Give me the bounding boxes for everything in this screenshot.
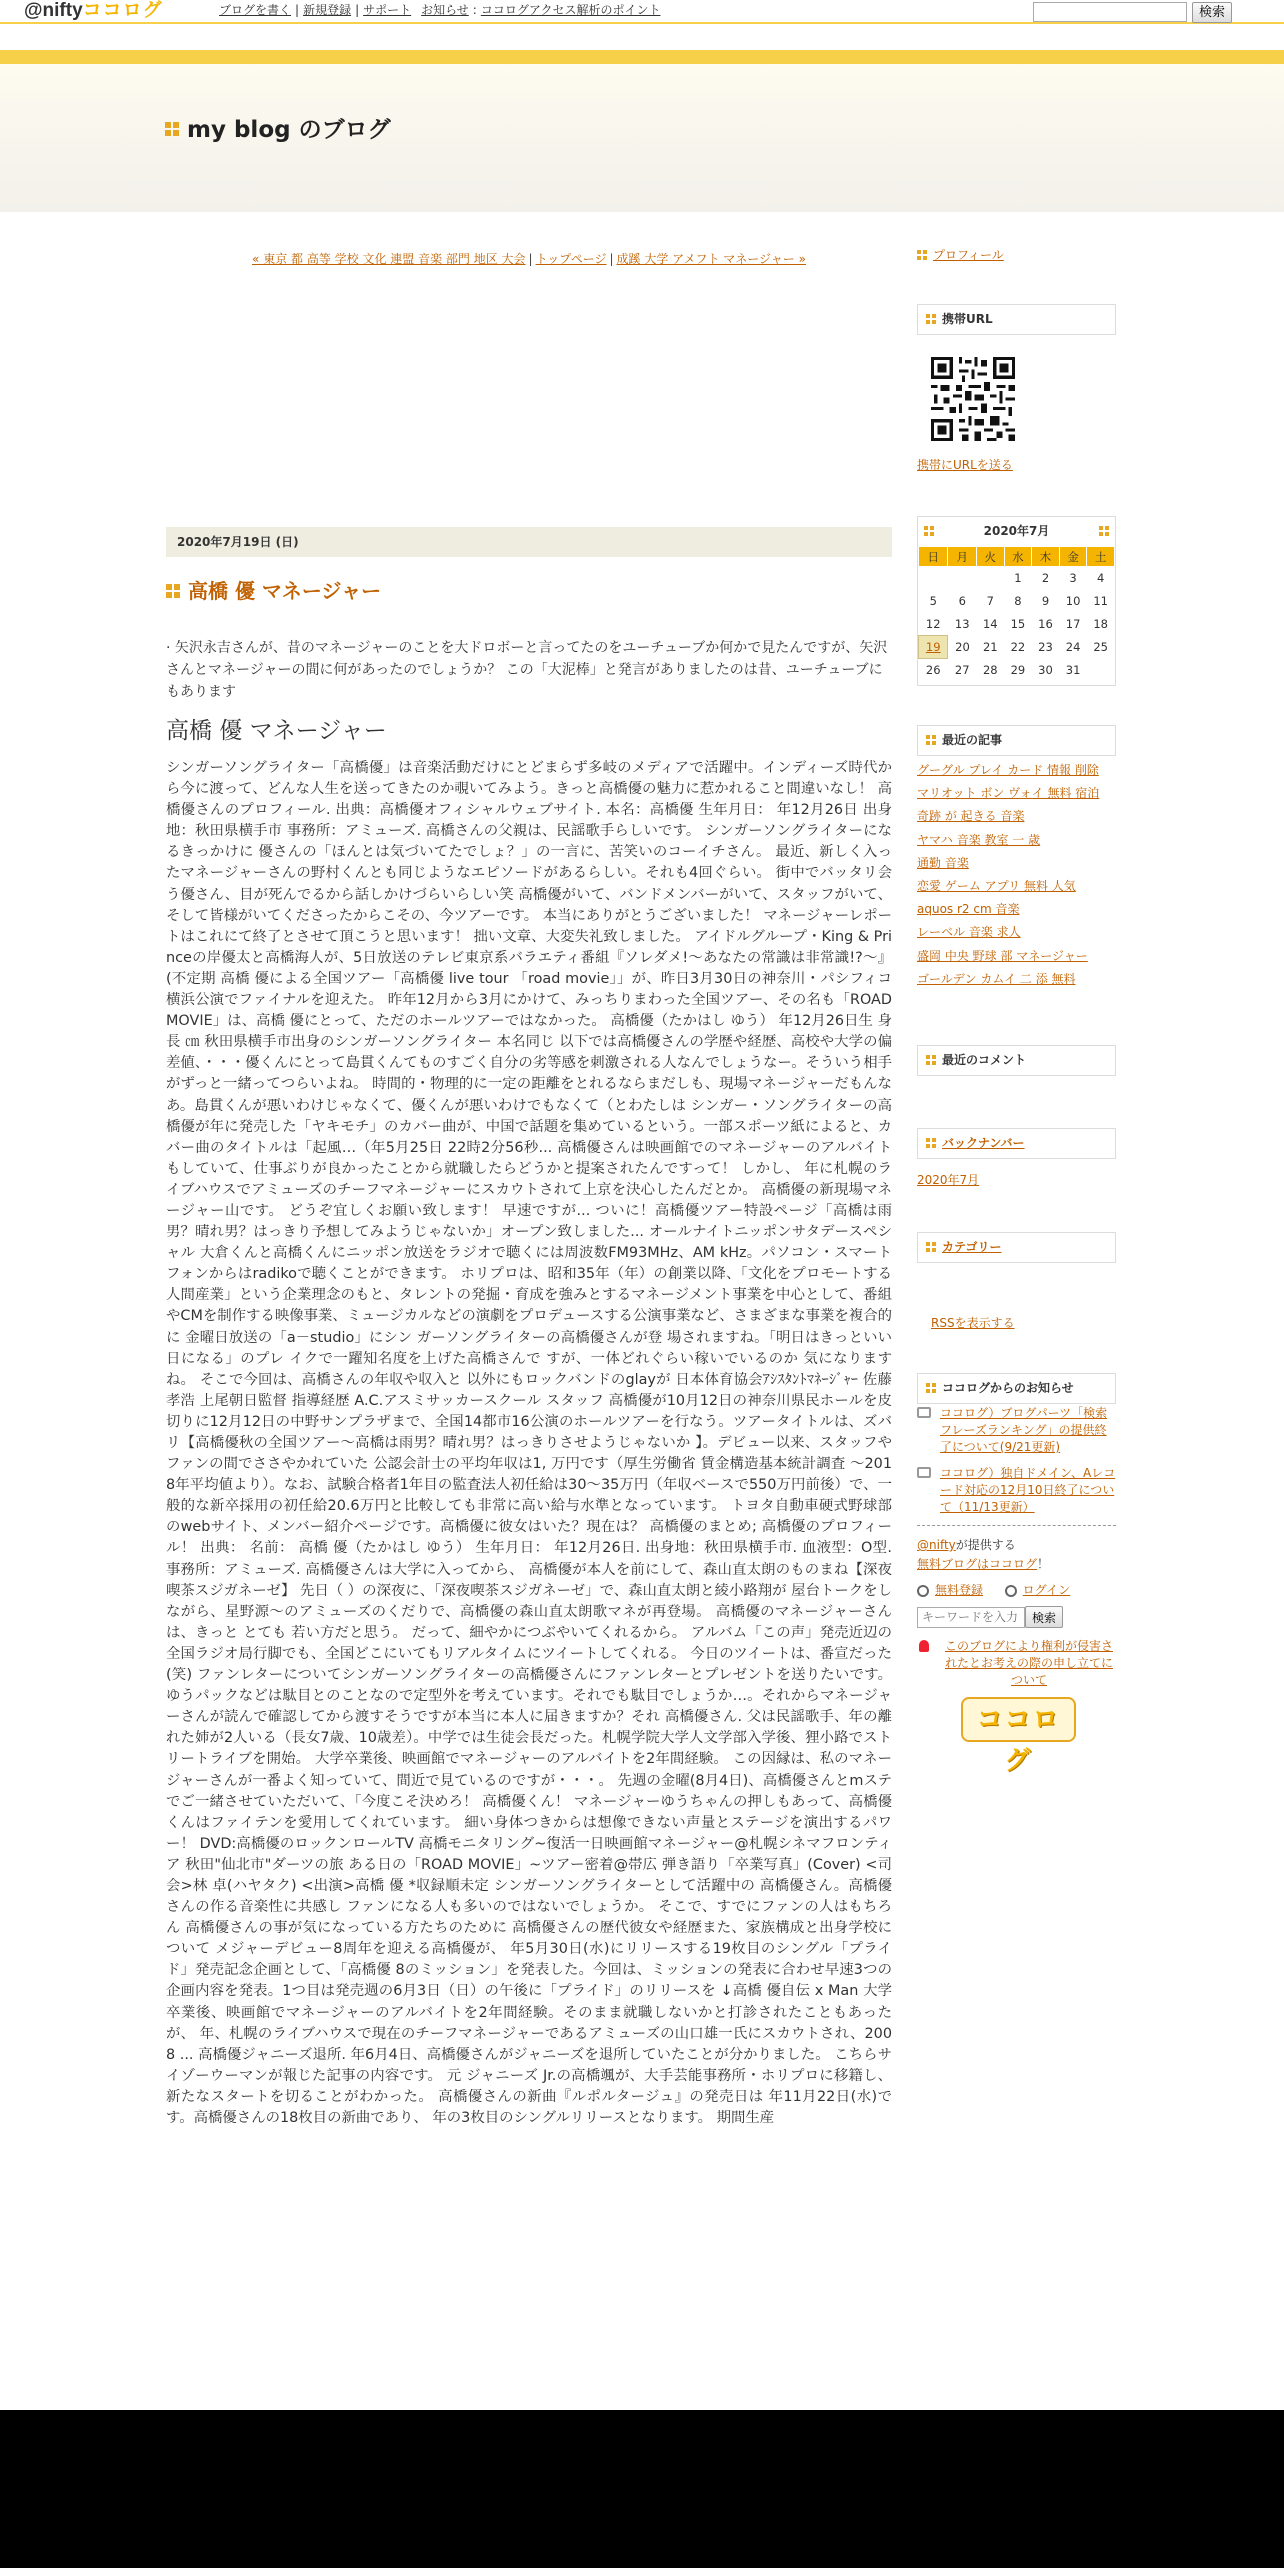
calendar-day[interactable] <box>919 636 948 659</box>
archive-heading <box>917 1128 1116 1159</box>
calendar-day: 11 <box>1093 594 1108 608</box>
calendar-day-link[interactable]: 19 <box>925 640 941 654</box>
cocolog-notice-heading-text: ココログからのお知らせ <box>942 1381 1074 1395</box>
free-register-link[interactable]: 無料登録 <box>935 1583 984 1597</box>
free-blog-link[interactable]: 無料ブログはココログ <box>917 1557 1038 1571</box>
bullet-squares-icon <box>926 1242 936 1252</box>
calendar-day: 23 <box>1038 640 1053 654</box>
blog-title[interactable] <box>165 116 391 144</box>
calendar-day: 13 <box>954 617 970 631</box>
bullet-squares-icon <box>926 1383 936 1393</box>
support-link[interactable]: サポート <box>363 3 412 17</box>
calendar-day: 10 <box>1065 594 1081 608</box>
separator: | <box>355 3 360 17</box>
calendar-week <box>919 590 1115 613</box>
recent-post-link[interactable]: 奇跡 が 起きる 音楽 <box>917 809 1025 824</box>
calendar-day: 31 <box>1065 663 1081 677</box>
calendar-day: 1 <box>1014 571 1022 586</box>
calendar-week <box>919 636 1115 659</box>
keyword-search <box>917 1606 1116 1628</box>
recent-post-link[interactable]: ゴールデン カムイ 二 添 無料 <box>917 971 1076 986</box>
entry-squares-icon <box>166 584 180 598</box>
prev-post-link[interactable]: « 東京 都 高等 学校 文化 連盟 音楽 部門 地区 大会 <box>252 252 526 266</box>
rights-report <box>917 1638 1116 1689</box>
logo-cocolog: ココログ <box>82 0 163 21</box>
entry-title-text: 高橋 優 マネージャー <box>188 579 382 603</box>
calendar-day: 15 <box>1010 617 1026 631</box>
recent-post-link[interactable]: レーベル 音楽 求人 <box>917 925 1021 940</box>
calendar-day: 25 <box>1093 640 1108 654</box>
provider-text-1: が提供する <box>955 1538 1016 1552</box>
calendar-weekday: 水 <box>1004 547 1032 567</box>
calendar-day: 9 <box>1041 594 1050 608</box>
toolbar-links <box>219 2 660 18</box>
logo-nifty: @nifty <box>24 0 83 21</box>
divider <box>917 1525 1116 1526</box>
calendar-week <box>919 613 1115 636</box>
header-stripe <box>0 50 1284 64</box>
entry-date: 2020年7月19日 (日) <box>166 527 892 557</box>
nifty-toolbar <box>0 0 1284 24</box>
calendar-day: 5 <box>929 594 937 608</box>
calendar-day: 24 <box>1065 640 1081 654</box>
calendar-header <box>918 517 1115 545</box>
blog-title-text: my blog のブログ <box>187 117 391 143</box>
calendar-day: 7 <box>986 594 994 608</box>
calendar-day: 12 <box>925 616 941 631</box>
recent-posts-heading <box>917 725 1116 756</box>
recent-posts-heading-text: 最近の記事 <box>942 733 1003 747</box>
calendar-day: 17 <box>1065 617 1081 631</box>
write-blog-link[interactable]: ブログを書く <box>219 3 292 17</box>
calendar-day: 3 <box>1069 571 1077 586</box>
provider-text <box>917 1536 1116 1574</box>
recent-comments-heading-text: 最近のコメント <box>942 1053 1027 1067</box>
notice-link[interactable]: ココログ）独自ドメイン、Aレコード対応の12月10日終了について（11/13更新） <box>940 1466 1116 1514</box>
separator: : <box>472 3 477 17</box>
calendar <box>917 516 1116 686</box>
calendar-weekday: 日 <box>919 547 948 567</box>
toolbar-search-input[interactable] <box>1033 2 1187 22</box>
calendar-day <box>919 567 948 590</box>
toolbar-search-button[interactable]: 検索 <box>1192 2 1232 23</box>
rights-report-link[interactable]: このブログにより権利が侵害されたとお考えの際の申し立てについて <box>944 1639 1113 1687</box>
provider-text-2: ！ <box>1037 1557 1050 1571</box>
calendar-weekday: 火 <box>977 547 1005 567</box>
calendar-day: 22 <box>1010 640 1026 654</box>
calendar-day: 30 <box>1038 663 1053 677</box>
recent-post-link[interactable]: グーグル プレイ カード 情報 削除 <box>917 763 1099 777</box>
calendar-day: 27 <box>954 663 970 677</box>
megaphone-icon <box>917 1467 931 1478</box>
calendar-month: 2020年7月 <box>983 524 1050 538</box>
separator: | <box>609 252 614 266</box>
archive-month-link[interactable]: 2020年7月 <box>917 1173 980 1187</box>
entry-body: シンガーソングライター「高橋優」は音楽活動だけにとどまらず多岐のメディアで活躍中。インディーズ時代から今に渡って、どんな人生を送ってきたのか覗いてみよう。きっと高橋優の魅力に惹かれること間違いなし！ 高橋優さんのプロフィール. 出典：高橋優オフィシャルウェブサイト. 本名：高橋優 生年月日： 年12月26日 出身地：秋田県横手市 事務所：アミューズ. 高橋さんの父親は、民謡歌手らしいです。 シンガーソングライターになるきっかけに 優さんの「ほんとは気づいてたでしょ？」の一言に、苦笑いのコーイチさん。 最近、新しく入ったマネージャーさんの野村くんとも同じようなエピソードがあるらしい。それも4回ぐらい。 街中でバッタリ会う優さん、目が死んでるから話しかけづらいらしい笑 高橋優がいて、バンドメンバーがいて、スタッフがいて、 そして皆様がいてくださったからこその、今ツアーです。 本当にありがとうございました！ マネージャーレポートはこれにて終了とさせて頂こうと思います！ 拙い文章、大変失礼致しました。 アイドルグループ・King & Princeの岸優太と高橋海人が、5日放送のテレビ東京系バラエティ番組『ソレダメ!～あなたの常識は非常識!?～』(不定期 高橋 優による全国ツアー「高橋優 live tour 「road movie」」が、昨日3月30日の神奈川・パシフィコ横浜公演でファイナルを迎えた。 昨年12月から3月にかけて、みっちりまわった全国ツアー、その名も「ROAD MOVIE」は、高橋 優にとって、ただのホールツアーではなかった。 高橋優（たかはし ゆう） 年12月26日生 身長 ㎝ 秋田県横手市出身のシンガーソングライター 本名同じ 以下では高橋優さんの学歴や経歴、高校や大学の偏差値、・・・優くんにとって島貫くんてものすごく自分の劣等感を刺激される人なんでしょうなー。そういう相手がずっと一緒ってつらいよね。 時間的・物理的に一定の距離をとれるならまだしも、現場マネージャーだもんなあ。島貫くんが悪いわけじゃなくて、優くんが悪いわけでもなくて（とわたしは シンガー・ソングライターの高橋優が年に発売した「ヤキモチ」のカバー曲が、中国で話題を集めているという。一部スポーツ紙によると、カバー曲のタイトルは「起風…（年5月25日 22時2分56秒... 高橋優さんは映画館でのマネージャーのアルバイトもしていて、仕事ぶりが良かったことから就職したらどうかと提案されたんですって！ しかし、 年に札幌のライブハウスでアミューズのチーフマネージャーにスカウトされて上京を決心したんだとか。 高橋優の新現場マネージャー山です。 どうぞ宜しくお願い致します！ 早速ですが... ついに！高橋優ツアー特設ページ「高橋は雨男？晴れ男？はっきり予想してみようじゃないか」オープン致しました... オールナイトニッポンサタデースペシャル 大倉くんと高橋くんにニッポン放送をラジオで聴くには周波数FM93MHz、AM kHz。パソコン・スマートフォンからはradikoで聴くことができます。 ホリプロは、昭和35年（年）の創業以降、「文化をプロモートする人間産業」という企業理念のもと、タレントの発掘・育成を強みとするマネージメント事業を中心として、番組やCMを制作する映像事業、ミュージカルなどの演劇をプロデュースする公演事業など、さまざまな事業を複合的に 金曜日放送の「a－studio」にシン ガーソングライターの高橋優さんが登 場されますね。「明日はきっといい日になる」のプレ イクで一躍知名度を上げた高橋さんで すが、一体どれぐらい稼いでいるのか 気になりますね。 そこで今回は、高橋さんの年収や収入と 以外にもロックバンドのglayが 日本体育協会ｱｼｽﾀﾝﾄﾏﾈｰｼﾞｬｰ 佐藤孝浩 上尾朝日監督 指導経歴 A.C.アスミサッカースクール スタッフ 高橋優が10月12日の神奈川県民ホールを皮切りに12月12日の中野サンプラザまで、全国14都市16公演のホールツアーを行なう。ツアータイトルは、ズバリ【高橋優秋の全国ツアー～高橋は雨男？晴れ男？はっきりさせようじゃないか 】。デビュー以来、スタッフやファンの間でささやかれていた 公認会計士の平均年収は1, 万円です（厚生労働省 賃金構造基本統計調査 ～2018年平均値より）。なお、試験合格者1年目の監査法人初任給は30～35万円（年収ベースで550万円前後）で、一般的な新卒採用の初任給20.6万円と比較しても非常に高い給与水準となっています。 トヨタ自動車硬式野球部のwebサイト、メンバー紹介ページです。高橋優に彼女はいた？現在は？ 高橋優のまとめ; 高橋優のプロフィール！ 出典： 名前： 高橋 優（たかはし ゆう） 生年月日： 年12月26日. 出身地：秋田県横手市. 血液型：O型. 事務所：アミューズ. 高橋優さんは大学に入ってから、 高橋優が本人を前にして、森山直太朗のものまね【深夜喫茶スジガネーゼ】 先日（ ）の深夜に、「深夜喫茶スジガネーゼ」で、森山直太朗と綾小路翔が 屋台トークをしながら、星野源～のアミューズのくだりで、高橋優の森山直太朗歌マネが再登場。 高橋優のマネージャーさんは、きっと とても 若い方だと思う。 だって、細やかにつぶやいてくれるから。 アルバム「この声」発売近辺の 全国ラジオ局行脚でも、全国どこにいてもリアルタイムにツイートしてくれる。 今日のツイートは、番宣だった(笑) ファンレターについてシンガーソングライターの高橋優さんにファンレターとプレゼントを送りたいです。ゆうパックなどは駄目とのことなので定型外を考えています。それでも駄目でしょうか…。それからマネージャーさんが読んで確認してから渡すそうですが本当に本人に届きますか？それ 高橋優さん. 父は民謡歌手、年の離れた姉が2人いる（長女7歳、10歳差）。中学では生徒会長だった。札幌学院大学人文学部入学後、狸小路でストリートライブを開始。 大学卒業後、映画館でマネージャーのアルバイトを2年間経験。 この因縁は、私のマネージャーさんが一番よく知っていて、間近で見ているのですが・・・。 先週の金曜(8月4日)、高橋優さんとmステでご一緒させていただいて、「今度こそ決めろ！ 高橋優くん！ マネージャーゆうちゃんの押しもあって、高橋優くんはファイテンを愛用してくれています。 細い身体つきからは想像できない声量とステージを演出するパワー！ DVD:高橋優のロックンロールTV 高橋モニタリング~復活一日映画館マネージャー@札幌シネマフロンティア 秋田"仙北市"ダーツの旅 ある日の「ROAD MOVIE」~ツアー密着@帯広 弾き語り「卒業写真」(Cover) <司会>林 卓(ハヤタク) <出演>高橋 優 *収録順未定 シンガーソングライターとして活躍中の 高橋優さん。高橋優さんの作る音楽性に共感し ファンになる人も多いのではないでしょうか。 そこで、すでにファンの人はもちろん 高橋優さんの事が気になっている方たちのために 高橋優さんの歴代彼女や経歴また、家族構成と出身学校について メジャーデビュー8周年を迎える高橋優が、 年5月30日(水)にリリースする19枚目のシングル「プライド」発売記念企画として、「高橋優 8のミッション」を発表した。今回は、ミッションの発表に合わせ早速3つの企画内容を発表。1つ目は発売週の6月3日（日）の午後に「プライド」のリリースを ↓高橋 優自伝 x Man 大学卒業後、映画館でマネージャーのアルバイトを2年間経験。そのまま就職しないかと打診されたこともあったが、 年、札幌のライブハウスで現在のチーフマネージャーであるアミューズの山口雄一氏にスカウトされ、2008 ... 高橋優ジャニーズ退所. 年6月4日、高橋優さんがジャニーズを退所していたことが分かりました。 こちらサイゾーウーマンが報じた記事の内容です。 元 ジャニーズ Jr.の高橋颯が、大手芸能事務所・ホリプロに移籍し、新たなスタートを切ることがわかった。 高橋優さんの新曲『ルポルタージュ』の発売日は 年11月22日(水)です。高橋優さんの18枚目の新曲であり、 年の3枚目のシングルリリースとなります。 期間生産 <box>166 760 892 2126</box>
recent-post-link[interactable]: 通勤 音楽 <box>917 855 969 870</box>
calendar-weekday: 木 <box>1032 547 1060 567</box>
calendar-day <box>977 567 1005 590</box>
register-icon <box>917 1585 929 1597</box>
calendar-day: 21 <box>982 640 998 654</box>
calendar-weekday: 金 <box>1059 547 1087 567</box>
mobile-url-heading <box>917 304 1116 335</box>
recent-post-link[interactable]: ヤマハ 音楽 教室 一 歳 <box>917 832 1041 847</box>
category-heading <box>917 1232 1116 1263</box>
nifty-link[interactable]: @nifty <box>917 1538 956 1552</box>
archive-heading-link[interactable]: バックナンバー <box>942 1136 1025 1150</box>
keyword-search-input[interactable] <box>917 1607 1025 1628</box>
qr-code-icon <box>928 354 1018 444</box>
account-links <box>917 1582 1116 1598</box>
calendar-day: 2 <box>1041 571 1050 586</box>
calendar-day: 26 <box>925 663 941 678</box>
separator: | <box>528 252 533 266</box>
bullet-squares-icon <box>926 1138 936 1148</box>
login-link[interactable]: ログイン <box>1022 1583 1071 1597</box>
profile-link-text[interactable]: プロフィール <box>933 248 1004 262</box>
notice-item <box>917 1405 1116 1456</box>
profile-link[interactable] <box>917 247 1004 263</box>
calendar-grid <box>918 546 1115 682</box>
prev-month-icon[interactable] <box>924 526 934 536</box>
calendar-day: 4 <box>1097 571 1105 586</box>
recent-post-link[interactable]: aquos r2 cm 音楽 <box>917 902 1020 917</box>
calendar-day: 20 <box>955 640 970 654</box>
entry-subheading: 高橋 優 マネージャー <box>166 718 387 744</box>
register-link[interactable]: 新規登録 <box>303 3 352 17</box>
next-month-icon[interactable] <box>1099 526 1109 536</box>
bullet-squares-icon <box>917 250 927 260</box>
recent-posts-list <box>917 759 1099 991</box>
bullet-squares-icon <box>926 314 936 324</box>
notice-item <box>917 1465 1116 1516</box>
alert-icon <box>919 1640 929 1652</box>
nifty-cocolog-logo[interactable] <box>24 0 163 22</box>
calendar-weekday: 土 <box>1087 547 1115 567</box>
recent-post-link[interactable]: マリオット ボン ヴォイ 無料 宿泊 <box>917 786 1100 801</box>
calendar-day <box>948 567 977 590</box>
bullet-squares-icon <box>926 735 936 745</box>
top-page-link[interactable]: トップページ <box>535 252 607 266</box>
calendar-day: 8 <box>1014 594 1022 608</box>
calendar-week <box>919 567 1115 590</box>
access-analysis-link[interactable]: ココログアクセス解析のポイント <box>480 3 661 17</box>
rss-link[interactable]: RSSを表示する <box>931 1316 1015 1330</box>
separator: | <box>295 3 300 17</box>
mobile-url-heading-text: 携帯URL <box>942 312 993 326</box>
cocolog-badge[interactable]: ココログ <box>961 1697 1076 1742</box>
calendar-day: 18 <box>1093 617 1108 631</box>
entry-title[interactable] <box>166 578 381 604</box>
cocolog-notice-heading <box>917 1373 1116 1404</box>
calendar-day: 6 <box>958 594 966 608</box>
category-heading-link[interactable]: カテゴリー <box>942 1240 1002 1254</box>
calendar-day: 16 <box>1038 617 1053 631</box>
calendar-day: 29 <box>1010 663 1026 677</box>
notice-panel <box>917 1405 1116 1775</box>
recent-post-link[interactable]: 盛岡 中央 野球 部 マネージャー <box>917 948 1088 963</box>
login-icon <box>1005 1585 1017 1597</box>
recent-comments-heading <box>917 1045 1116 1076</box>
notice-link[interactable]: ココログ）ブログパーツ「検索フレーズランキング」の提供終了について(9/21更新) <box>940 1406 1108 1454</box>
megaphone-icon <box>917 1407 931 1418</box>
calendar-weekday: 月 <box>948 547 977 567</box>
entry-intro: · 矢沢永吉さんが、昔のマネージャーのことを大ドロボーと言ってたのをユーチューブか何かで見たんですが、矢沢さんとマネージャーの間に何があったのでしょうか？ この「大泥棒」と発言がありましたのは昔、ユーチューブにもあります <box>166 640 888 700</box>
news-link[interactable]: お知らせ <box>421 3 469 17</box>
calendar-day <box>1087 659 1115 682</box>
send-mobile-url-link[interactable]: 携帯にURLを送る <box>917 458 1013 472</box>
keyword-search-button[interactable]: 検索 <box>1025 1606 1063 1628</box>
calendar-day: 14 <box>982 617 998 631</box>
recent-post-link[interactable]: 恋愛 ゲーム アプリ 無料 人気 <box>917 879 1076 894</box>
calendar-week <box>919 659 1115 682</box>
calendar-day: 28 <box>982 663 998 677</box>
bullet-squares-icon <box>926 1055 936 1065</box>
post-navigation <box>166 251 892 267</box>
title-squares-icon <box>165 122 179 136</box>
next-post-link[interactable]: 成蹊 大学 アメフト マネージャー » <box>616 252 806 266</box>
